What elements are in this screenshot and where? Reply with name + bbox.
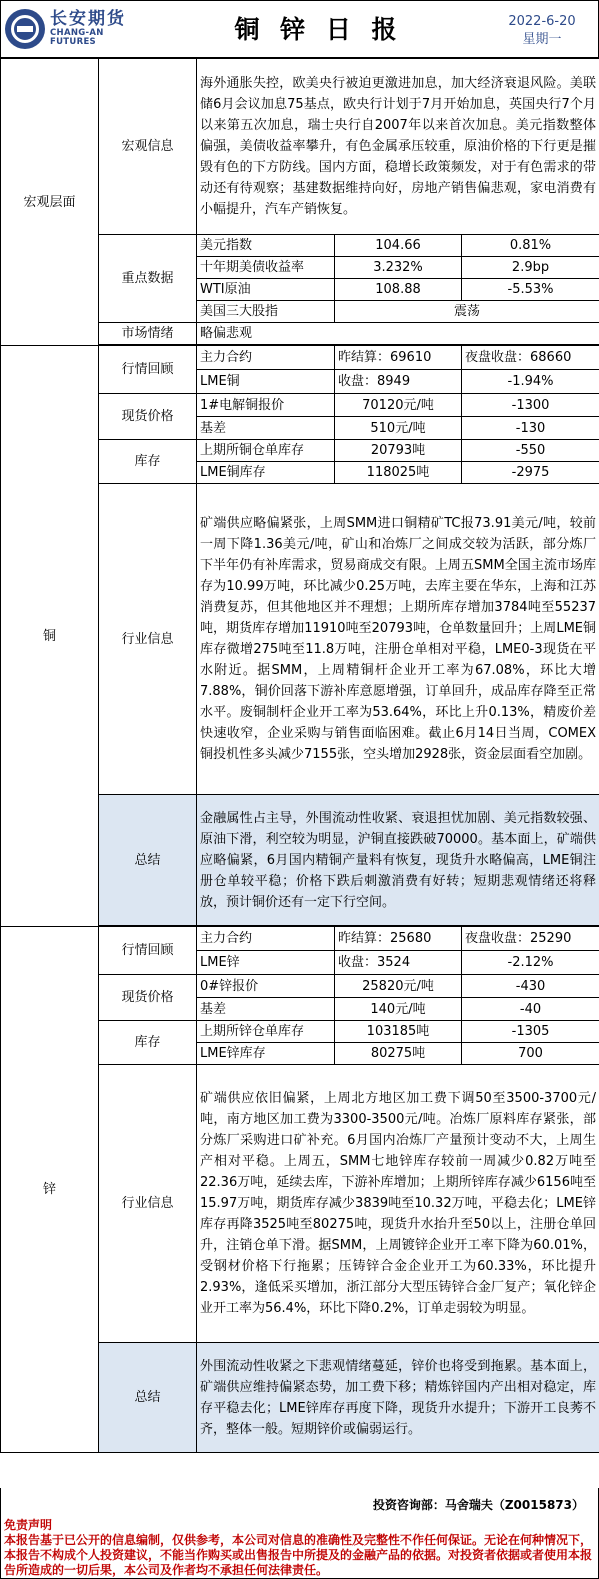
section-zinc: 锌 [1, 927, 99, 1453]
zinc-shfe-value: 103185吨 [335, 1021, 462, 1043]
copper-lme-name: LME铜 [197, 370, 335, 394]
key-data-value: 104.66 [335, 235, 462, 257]
zinc-main-prev: 昨结算：25680 [335, 927, 462, 951]
copper-main-night: 夜盘收盘：68660 [462, 346, 599, 370]
copper-basis-value: 510元/吨 [335, 417, 462, 440]
zinc-spot-label: 现货价格 [99, 975, 197, 1021]
copper-shfe-value: 20793吨 [335, 440, 462, 462]
copper-summary-text: 金融属性占主导，外围流动性收紧、衰退担忧加剧、美元指数较强、原油下滑，利空较为明显，沪铜直接跌破70000。基本面上，矿端供应略偏紧，6月国内精铜产量料有恢复，现货升水略偏高，LME铜注册仓单较平稳；价格下跌后刺激消费有好转；短期悲观情绪还将释放，预计铜价还有一定下行空间。 [197, 795, 599, 926]
key-data-value: 108.88 [335, 279, 462, 301]
key-data-name: WTI原油 [197, 279, 335, 301]
key-data-name: 美元指数 [197, 235, 335, 257]
zinc-spot-change: -430 [462, 975, 599, 998]
copper-spot-value: 70120元/吨 [335, 394, 462, 417]
report-header [0, 0, 599, 58]
copper-basis-name: 基差 [197, 417, 335, 440]
copper-basis-change: -130 [462, 417, 599, 440]
sentiment-value: 略偏悲观 [197, 323, 599, 345]
zinc-main-night: 夜盘收盘：25290 [462, 927, 599, 951]
copper-summary-label: 总结 [99, 795, 197, 926]
logo-emblem-icon [5, 9, 45, 49]
copper-shfe-name: 上期所铜仓单库存 [197, 440, 335, 462]
key-data-value: 3.232% [335, 257, 462, 279]
disclaimer-title: 免责声明 [4, 1518, 53, 1532]
company-logo [1, 1, 151, 57]
zinc-industry-text: 矿端供应依旧偏紧，上周北方地区加工费下调50至3500-3700元/吨，南方地区加工费为3300-3500元/吨。冶炼厂原料库存紧张，部分炼厂采购进口矿补充。6月国内冶炼厂产量预计变动不大，上周生产相对平稳。上周五，SMM七地锌库存较前一周减少0.82万吨至22.36万吨，延续去库，下游补库增加；上期所锌库存减少6156吨至15.97万吨，期货库存减少3839吨至10.32万吨，平稳去化；LME锌库存再降3525吨至80275吨，现货升水抬升至50以上，注册仓单回升，注销仓单下滑。据SMM，上周镀锌企业开工率下降为60.01%，受钢材价格下行拖累；压铸锌合金企业开工为60.33%，环比提升2.93%，逢低采买增加，浙江部分大型压铸锌合金厂复产；氧化锌企业开工率为56.4%，环比下降0.2%，订单走弱较为明显。 [197, 1065, 599, 1343]
copper-lme-change: -1.94% [462, 370, 599, 394]
zinc-lme-stock-change: 700 [462, 1043, 599, 1065]
advisor-info: 投资咨询部：马舍瑞夫（Z0015873） [372, 1498, 584, 1512]
zinc-basis-name: 基差 [197, 998, 335, 1021]
zinc-summary-text: 外围流动性收紧之下悲观情绪蔓延，锌价也将受到拖累。基本面上，矿端供应维持偏紧态势，加工费下移；精炼锌国内产出相对稳定，库存平稳去化；LME锌库存再度下降，现货升水提升；下游开工良莠不齐，整体一般。短期锌价或偏弱运行。 [197, 1343, 599, 1453]
copper-review-label: 行情回顾 [99, 346, 197, 394]
key-data-change: 2.9bp [462, 257, 599, 279]
copper-spot-label: 现货价格 [99, 394, 197, 440]
section-copper: 铜 [1, 346, 99, 927]
copper-stock-label: 库存 [99, 440, 197, 484]
report-title: 铜 锌 日 报 [234, 15, 403, 44]
us-stocks-name: 美国三大股指 [197, 301, 335, 323]
copper-main-name: 主力合约 [197, 346, 335, 370]
disclaimer [4, 1518, 594, 1578]
report-footer [0, 1488, 599, 1579]
key-data-name: 十年期美债收益率 [197, 257, 335, 279]
zinc-lme-close: 收盘：3524 [335, 951, 462, 975]
copper-shfe-change: -550 [462, 440, 599, 462]
zinc-lme-stock-value: 80275吨 [335, 1043, 462, 1065]
zinc-lme-name: LME锌 [197, 951, 335, 975]
section-macro: 宏观层面 [1, 59, 99, 346]
date-text: 2022-6-20 [508, 14, 576, 29]
zinc-lme-change: -2.12% [462, 951, 599, 975]
zinc-shfe-change: -1305 [462, 1021, 599, 1043]
copper-lme-stock-value: 118025吨 [335, 462, 462, 484]
key-data-change: -5.53% [462, 279, 599, 301]
copper-industry-label: 行业信息 [99, 484, 197, 795]
zinc-spot-name: 0#锌报价 [197, 975, 335, 998]
key-data-label: 重点数据 [99, 235, 197, 323]
copper-spot-change: -1300 [462, 394, 599, 417]
zinc-summary-label: 总结 [99, 1343, 197, 1453]
key-data-change: 0.81% [462, 235, 599, 257]
zinc-main-name: 主力合约 [197, 927, 335, 951]
macro-info-text: 海外通胀失控，欧美央行被迫更激进加息，加大经济衰退风险。美联储6月会议加息75基点，欧央行计划于7月开始加息，英国央行7个月以来第五次加息，瑞士央行自2007年以来首次加息。美元指数整体偏强，美债收益率攀升，有色金属承压较重，原油价格的下行更是摧毁有色的下方防线。国内方面，稳增长政策频发，对于有色需求的带动还有待观察；基建数据维持向好，房地产销售偏悲观，家电消费有小幅提升，汽车产销恢复。 [197, 59, 599, 235]
copper-main-prev: 昨结算：69610 [335, 346, 462, 370]
zinc-lme-stock-name: LME锌库存 [197, 1043, 335, 1065]
zinc-stock-label: 库存 [99, 1021, 197, 1065]
zinc-basis-change: -40 [462, 998, 599, 1021]
copper-industry-text: 矿端供应略偏紧张，上周SMM进口铜精矿TC报73.91美元/吨，较前一周下降1.36美元/吨，矿山和冶炼厂之间成交较为活跃，部分炼厂下半年仍有补库需求，贸易商成交有限。上周五SMM全国主流市场库存为10.99万吨，环比减少0.25万吨，去库主要在华东，上海和江苏消费复苏，但其他地区并不理想；上期所库存增加3784吨至55237吨，期货库存增加11910吨至20793吨，仓单数量回升；上周LME铜库存微增275吨至11.8万吨，注册仓单相对平稳，LME0-3现货在平水附近。据SMM，上周精铜杆企业开工率为67.08%，环比大增7.88%，铜价回落下游补库意愿增强，订单回升，成品库存降至正常水平。废铜制杆企业开工率为53.64%，环比上升0.13%，精废价差快速收窄，企业采购与销售面临困难。截止6月14日当周，COMEX铜投机性多头减少7155张，空头增加2928张，资金层面看空加剧。 [197, 484, 599, 795]
zinc-review-label: 行情回顾 [99, 927, 197, 975]
weekday-text: 星期一 [522, 32, 562, 47]
macro-info-label: 宏观信息 [99, 59, 197, 235]
zinc-shfe-name: 上期所锌仓单库存 [197, 1021, 335, 1043]
report-date [486, 1, 598, 57]
us-stocks-value: 震荡 [335, 301, 599, 323]
copper-spot-name: 1#电解铜报价 [197, 394, 335, 417]
copper-lme-close: 收盘：8949 [335, 370, 462, 394]
zinc-industry-label: 行业信息 [99, 1065, 197, 1343]
logo-chinese-name: 长安期货 [50, 9, 126, 30]
logo-english-name: CHANG-AN FUTURES [50, 28, 104, 48]
report-table [0, 58, 599, 1453]
copper-lme-stock-change: -2975 [462, 462, 599, 484]
disclaimer-text: 本报告基于已公开的信息编制，仅供参考，本公司对信息的准确性及完整性不作任何保证。无论在何种情况下，本报告不构成个人投资建议，不能当作购买或出售报告中所提及的金融产品的依据。对投资者依据或者使用本报告所造成的一切后果，本公司及作者均不承担任何法律责任。 [4, 1533, 593, 1577]
zinc-basis-value: 140元/吨 [335, 998, 462, 1021]
zinc-spot-value: 25820元/吨 [335, 975, 462, 998]
copper-lme-stock-name: LME铜库存 [197, 462, 335, 484]
sentiment-label: 市场情绪 [99, 323, 197, 345]
